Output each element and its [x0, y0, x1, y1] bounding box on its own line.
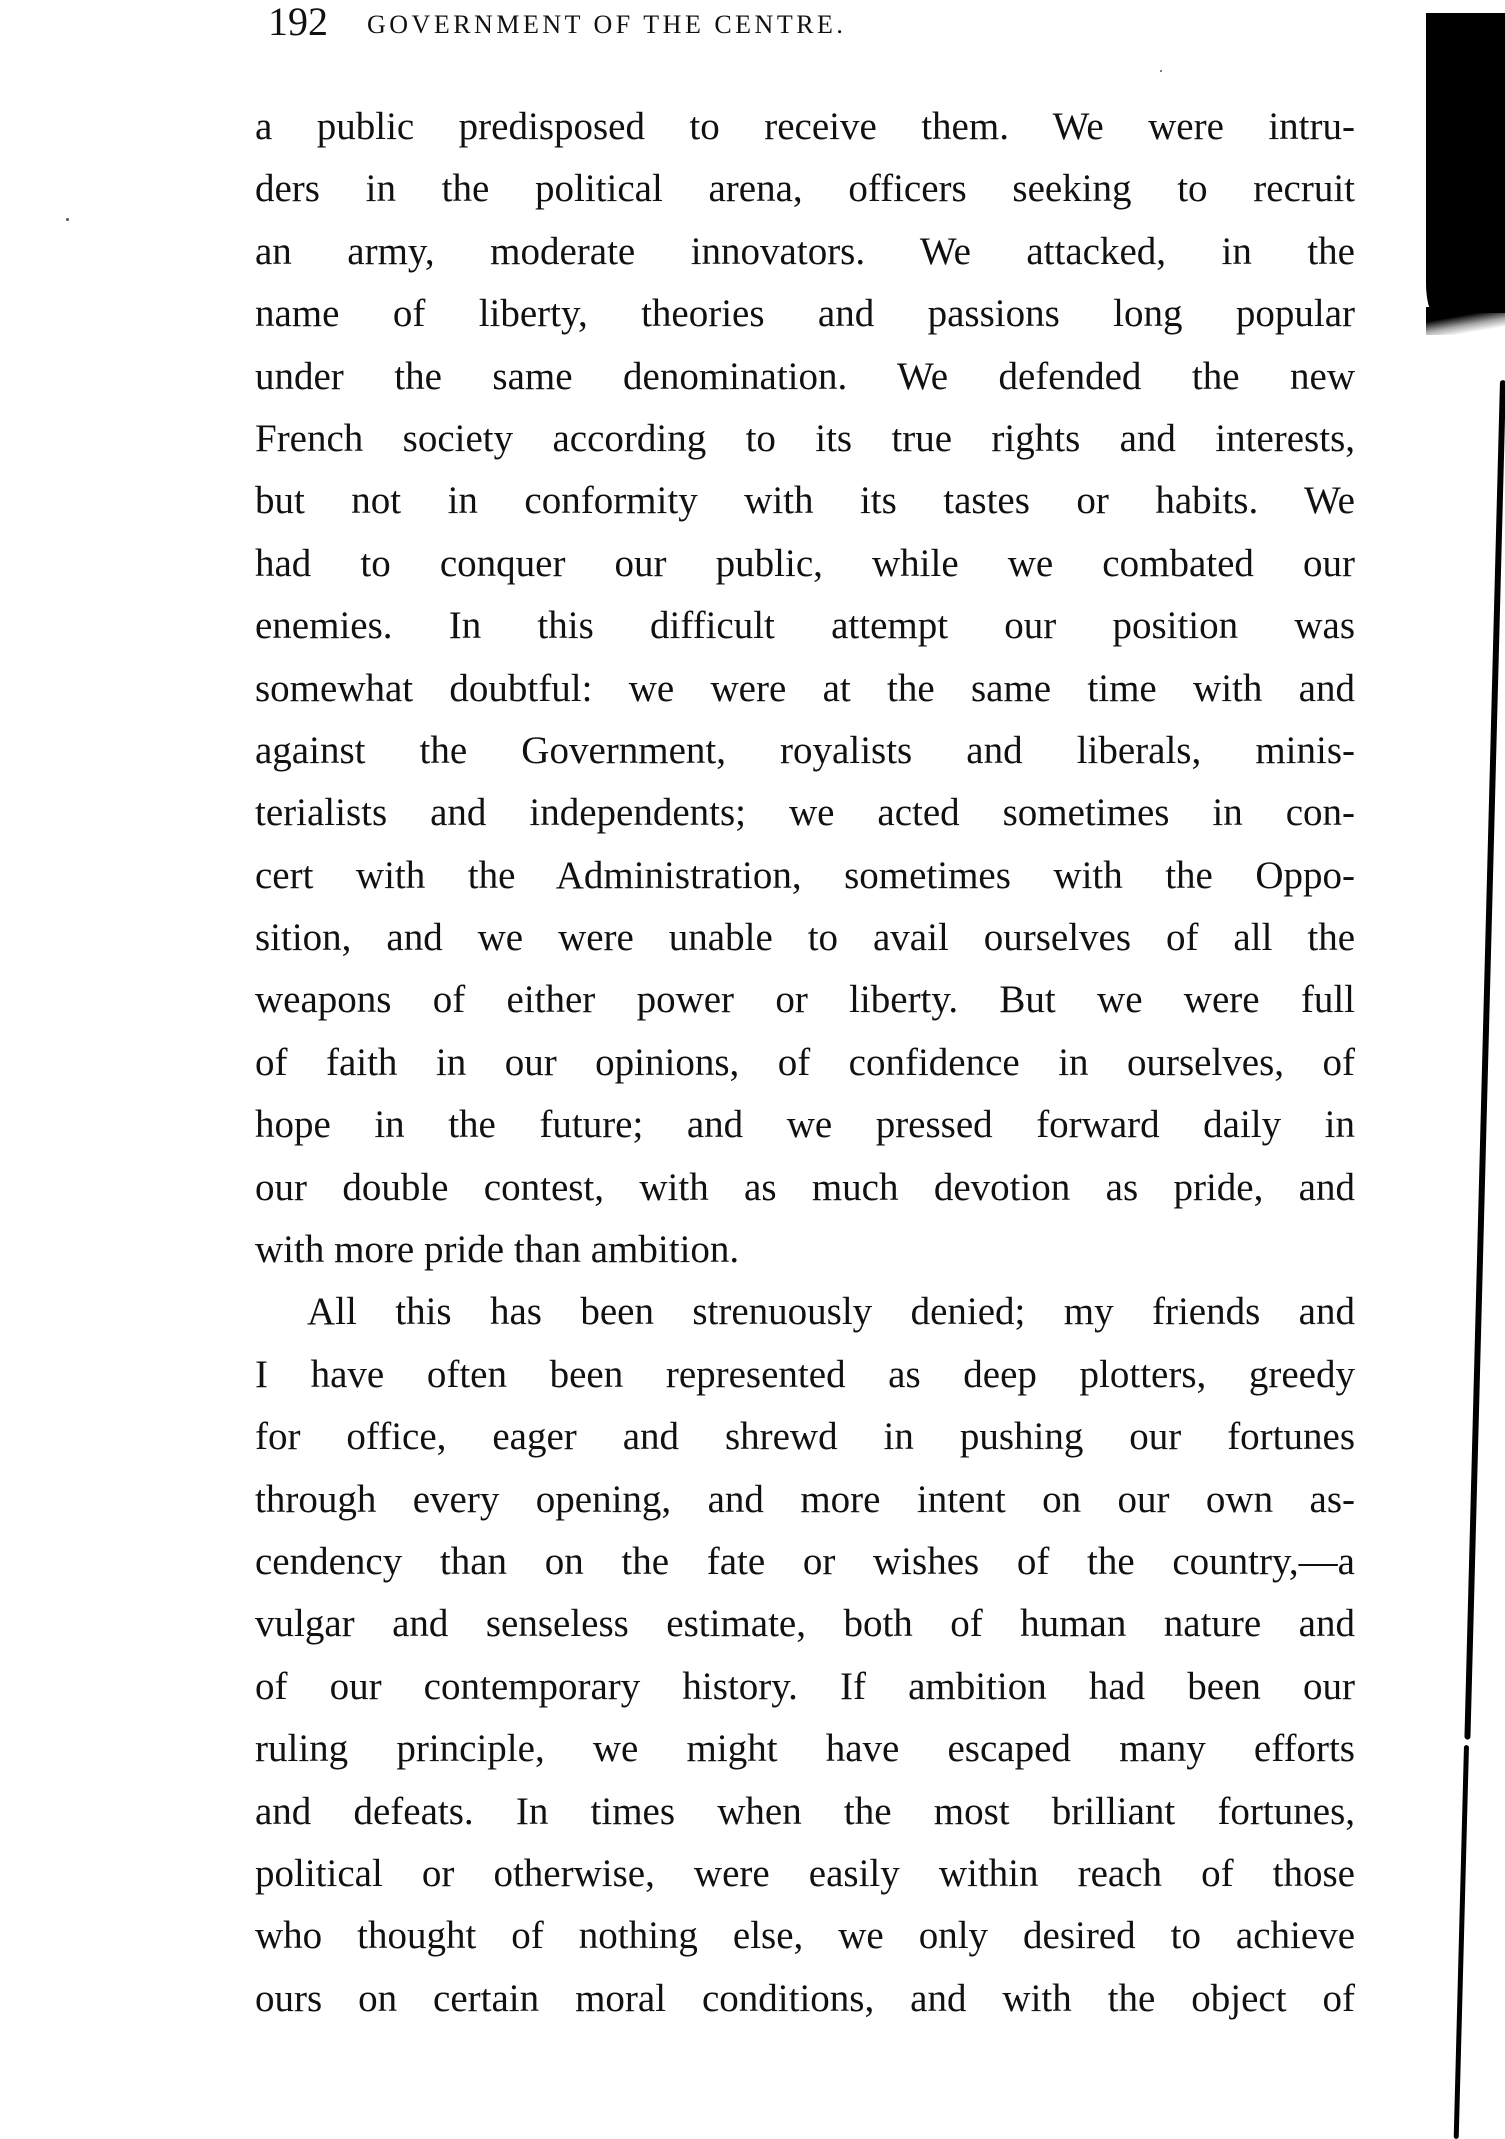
- text-line: ders in the political arena, officers seeking to recruit: [255, 167, 1355, 211]
- text-line: for office, eager and shrewd in pushing our fortunes: [255, 1415, 1355, 1459]
- text-line: an army, moderate innovators. We attacked, in the: [255, 229, 1355, 273]
- text-line: hope in the future; and we pressed forward daily in: [255, 1103, 1355, 1147]
- text-line: cert with the Administration, sometimes with the Oppo-: [255, 853, 1355, 897]
- running-head: GOVERNMENT OF THE CENTRE.: [367, 10, 847, 39]
- page-number: 192: [268, 0, 328, 44]
- page-edge-line: [1464, 380, 1505, 1740]
- text-line: name of liberty, theories and passions long popular: [255, 292, 1355, 336]
- text-line: and defeats. In times when the most brilliant fortunes,: [255, 1789, 1355, 1833]
- text-line: of faith in our opinions, of confidence in ourselves, of: [255, 1040, 1355, 1084]
- text-line: with more pride than ambition.: [255, 1228, 740, 1272]
- scan-speck: [1160, 70, 1162, 72]
- text-line: of our contemporary history. If ambition had been our: [255, 1664, 1355, 1708]
- body-text: [255, 96, 1355, 2030]
- text-line: against the Government, royalists and liberals, minis-: [255, 728, 1355, 772]
- text-line: I have often been represented as deep plotters, greedy: [255, 1352, 1355, 1396]
- text-line: under the same denomination. We defended the new: [255, 354, 1355, 398]
- text-line: vulgar and senseless estimate, both of human nature and: [255, 1602, 1355, 1646]
- text-line: cendency than on the fate or wishes of the country,—a: [255, 1539, 1355, 1583]
- text-line: through every opening, and more intent on our own as-: [255, 1477, 1355, 1521]
- text-line: a public predisposed to receive them. We were intru-: [255, 105, 1355, 148]
- paragraph-2: [255, 1281, 1355, 2030]
- text-line: sition, and we were unable to avail ourselves of all the: [255, 916, 1355, 960]
- text-line: had to conquer our public, while we combated our: [255, 541, 1355, 585]
- text-line: but not in conformity with its tastes or habits. We: [255, 479, 1355, 523]
- text-line: All this has been strenuously denied; my friends and: [307, 1290, 1355, 1334]
- text-line: ruling principle, we might have escaped many efforts: [255, 1727, 1355, 1771]
- binding-shadow: [1426, 13, 1505, 313]
- text-line: terialists and independents; we acted sometimes in con-: [255, 791, 1355, 835]
- text-line: French society according to its true rights and interests,: [255, 416, 1355, 460]
- text-line: enemies. In this difficult attempt our position was: [255, 604, 1355, 648]
- text-line: ours on certain moral conditions, and with the object of: [255, 1976, 1355, 2020]
- scan-speck: [66, 218, 69, 221]
- text-line: who thought of nothing else, we only desired to achieve: [255, 1914, 1355, 1958]
- text-line: weapons of either power or liberty. But we were full: [255, 978, 1355, 1022]
- text-line: political or otherwise, were easily within reach of those: [255, 1851, 1355, 1895]
- page-edge-line: [1454, 1745, 1469, 2139]
- text-line: our double contest, with as much devotion as pride, and: [255, 1165, 1355, 1209]
- text-line: somewhat doubtful: we were at the same time with and: [255, 666, 1355, 710]
- paragraph-1: [255, 96, 1355, 1281]
